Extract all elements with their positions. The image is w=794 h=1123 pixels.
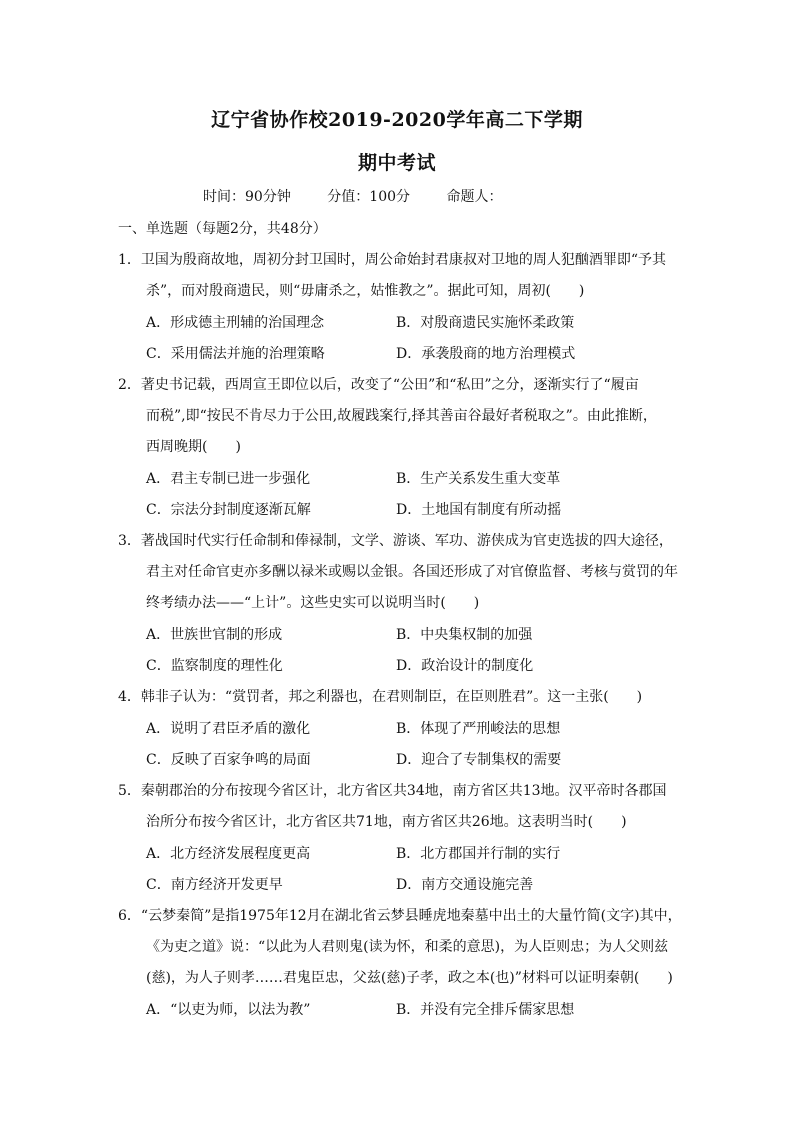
option-b[interactable]: B．生产关系发生重大变革 (396, 471, 561, 487)
exam-time: 时间：90分钟 (203, 189, 291, 205)
question-text: 5．秦朝郡治的分布按现今省区计，北方省区共34地，南方省区共13地。汉平帝时各郡国 (118, 783, 667, 799)
question-text: 而税”,即“按民不肯尽力于公田,故履践案行,择其善亩谷最好者税取之”。由此推断， (146, 408, 657, 424)
option-d[interactable]: D．土地国有制度有所动摇 (396, 502, 562, 518)
question-text: 《为吏之道》说：“以此为人君则鬼(读为怀，和柔的意思)，为人臣则忠；为人父则兹 (146, 939, 669, 955)
option-b[interactable]: B．并没有完全排斥儒家思想 (396, 1002, 575, 1018)
option-a[interactable]: A．说明了君臣矛盾的激化 (146, 721, 311, 737)
option-b[interactable]: B．北方郡国并行制的实行 (396, 846, 561, 862)
option-d[interactable]: D．迎合了专制集权的需要 (396, 752, 562, 768)
option-d[interactable]: D．政治设计的制度化 (396, 658, 534, 674)
option-c[interactable]: C．南方经济开发更早 (146, 877, 283, 893)
exam-title: 辽宁省协作校2019-2020学年高二下学期 (211, 109, 583, 131)
question-text: 杀”，而对殷商遗民，则“毋庸杀之，姑惟教之”。据此可知，周初( ) (146, 283, 585, 299)
exam-author: 命题人： (446, 189, 503, 205)
question-text: 6．“云梦秦简”是指1975年12月在湖北省云梦县睡虎地秦墓中出土的大量竹简(文字)其中， (118, 908, 682, 924)
question-text: 4．韩非子认为：“赏罚者，邦之利器也，在君则制臣，在臣则胜君”。这一主张( ) (118, 689, 643, 705)
exam-subtitle: 期中考试 (357, 152, 436, 174)
question-text: 治所分布按今省区计，北方省区共71地，南方省区共26地。这表明当时( ) (146, 814, 627, 830)
option-c[interactable]: C．反映了百家争鸣的局面 (146, 752, 311, 768)
option-c[interactable]: C．宗法分封制度逐渐瓦解 (146, 502, 311, 518)
question-text: 3．著战国时代实行任命制和俸禄制，文学、游谈、军功、游侠成为官吏选拔的四大途径， (118, 533, 673, 549)
option-d[interactable]: D．南方交通设施完善 (396, 877, 534, 893)
section-heading: 一、单选题（每题2分，共48分） (118, 221, 327, 237)
option-a[interactable]: A．北方经济发展程度更高 (146, 846, 311, 862)
option-d[interactable]: D．承袭殷商的地方治理模式 (396, 346, 576, 362)
option-b[interactable]: B．对殷商遗民实施怀柔政策 (396, 315, 575, 331)
question-text: 西周晚期( ) (146, 439, 241, 455)
option-a[interactable]: A．世族世官制的形成 (146, 627, 283, 643)
option-c[interactable]: C．采用儒法并施的治理策略 (146, 346, 325, 362)
option-b[interactable]: B．体现了严刑峻法的思想 (396, 721, 561, 737)
question-text: (慈)，为人子则孝……君鬼臣忠，父兹(慈)子孝，政之本(也)”材料可以证明秦朝( ) (146, 970, 673, 986)
exam-score: 分值：100分 (327, 189, 411, 205)
option-c[interactable]: C．监察制度的理性化 (146, 658, 283, 674)
question-text: 终考绩办法——“上计”。这些史实可以说明当时( ) (146, 595, 480, 611)
option-a[interactable]: A．形成德主刑辅的治国理念 (146, 315, 325, 331)
exam-meta (203, 186, 534, 206)
question-text: 1．卫国为殷商故地，周初分封卫国时，周公命始封君康叔对卫地的周人犯酗酒罪即“予其 (118, 252, 667, 268)
option-a[interactable]: A．君主专制已进一步强化 (146, 471, 311, 487)
question-text: 君主对任命官吏亦多酬以禄米或赐以金银。各国还形成了对官僚监督、考核与赏罚的年 (146, 564, 678, 580)
question-text: 2．著史书记载，西周宣王即位以后，改变了“公田”和“私田”之分，逐渐实行了“履亩 (118, 377, 639, 393)
option-b[interactable]: B．中央集权制的加强 (396, 627, 533, 643)
option-a[interactable]: A．“以吏为师，以法为教” (146, 1002, 311, 1018)
